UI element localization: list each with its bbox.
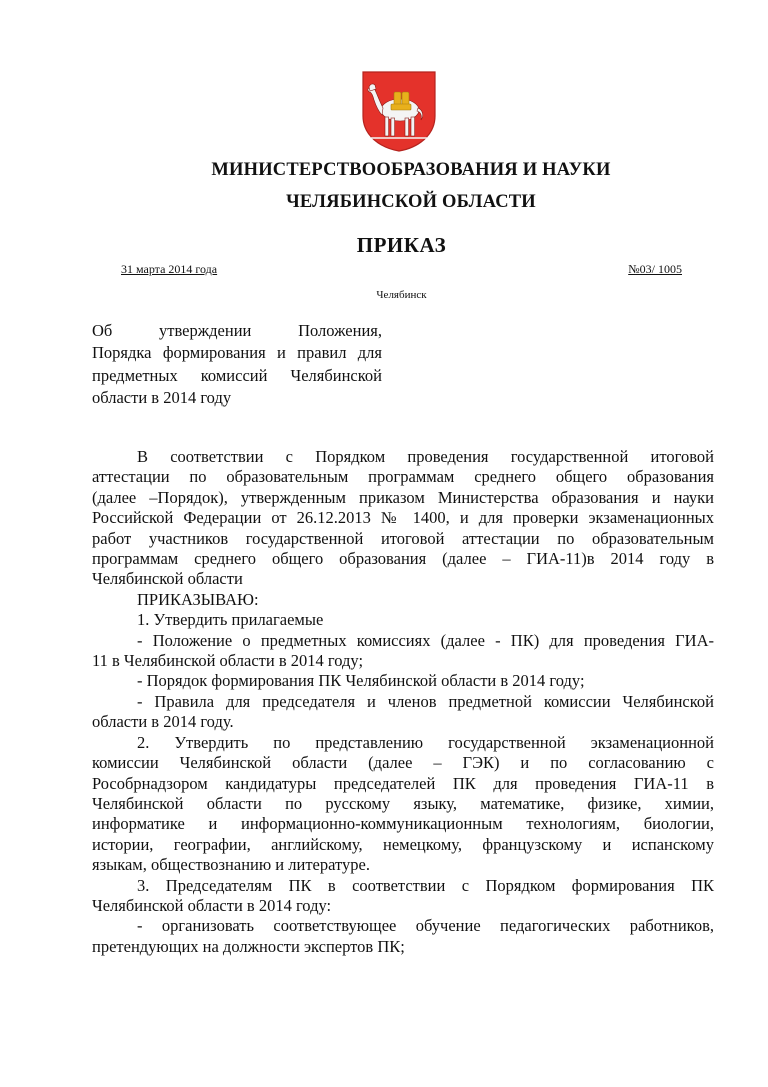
body-line: (далее –Порядок), утвержденным приказом Министерства образования и науки (92, 487, 714, 507)
body-line: программам среднего общего образования (далее – ГИА-11)в 2014 году в (92, 549, 714, 569)
body-line: - Порядок формирования ПК Челябинской области в 2014 году; (137, 671, 585, 691)
saddle-packs (391, 92, 411, 110)
body-line: аттестации по образовательным программам среднего общего образования (92, 467, 714, 487)
body-line: Челябинской области по русскому языку, математике, физике, химии, (92, 793, 714, 813)
body-line: претендующих на должности экспертов ПК; (92, 936, 405, 956)
chelyabinsk-coat-of-arms-icon (361, 70, 437, 152)
body-line: истории, географии, английскому, немецкому, французскому и испанскому (92, 834, 714, 854)
ministry-name-line1: МИНИСТЕРСТВООБРАЗОВАНИЯ И НАУКИ (211, 160, 611, 180)
body-line: - Правила для председателя и членов предметной комиссии Челябинской (137, 691, 714, 711)
order-date: 31 марта 2014 года (121, 262, 218, 276)
body-line: комиссии Челябинской области (далее – ГЭК) и по согласованию с (92, 753, 714, 773)
order-number: №03/ 1005 (628, 262, 682, 276)
body-line: информатике и информационно-коммуникационным технологиям, биологии, (92, 814, 714, 834)
body-line-orders: ПРИКАЗЫВАЮ: (137, 589, 259, 609)
body-line: Челябинской области (92, 569, 243, 589)
subject-line: Порядка формирования и правил для (92, 343, 382, 363)
body-line: 1. Утвердить прилагаемые (137, 610, 324, 630)
body-line: языкам, обществознанию и литературе. (92, 855, 370, 875)
body-line: Рособрнадзором кандидатуры председателей ПК для проведения ГИА-11 в (92, 773, 714, 793)
document-type-title: ПРИКАЗ (356, 233, 447, 257)
order-body (92, 447, 714, 957)
body-line: 3. Председателям ПК в соответствии с Порядком формирования ПК (137, 875, 714, 895)
body-line: - Положение о предметных комиссиях (далее - ПК) для проведения ГИА- (137, 630, 714, 650)
ministry-name-line2: ЧЕЛЯБИНСКОЙ ОБЛАСТИ (286, 192, 536, 212)
body-line: области в 2014 году. (92, 712, 234, 732)
city-name: Челябинск (376, 289, 427, 301)
body-line: работ участников государственной итоговой аттестации по образовательным (92, 528, 714, 548)
body-line: - организовать соответствующее обучение педагогических работников, (137, 916, 714, 936)
body-line: 11 в Челябинской области в 2014 году; (92, 651, 364, 671)
subject-line: Об утверждении Положения, (92, 321, 382, 340)
body-line: Челябинской области в 2014 году: (92, 895, 332, 915)
subject-line: предметных комиссий Челябинской (92, 365, 382, 385)
order-subject (92, 320, 382, 409)
body-line: В соответствии с Порядком проведения государственной итоговой (137, 447, 714, 466)
body-line: 2. Утвердить по представлению государственной экзаменационной (137, 732, 714, 752)
subject-line: области в 2014 году (92, 387, 232, 407)
body-line: Российской Федерации от 26.12.2013 № 1400, и для проверки экзаменационных (92, 508, 714, 528)
